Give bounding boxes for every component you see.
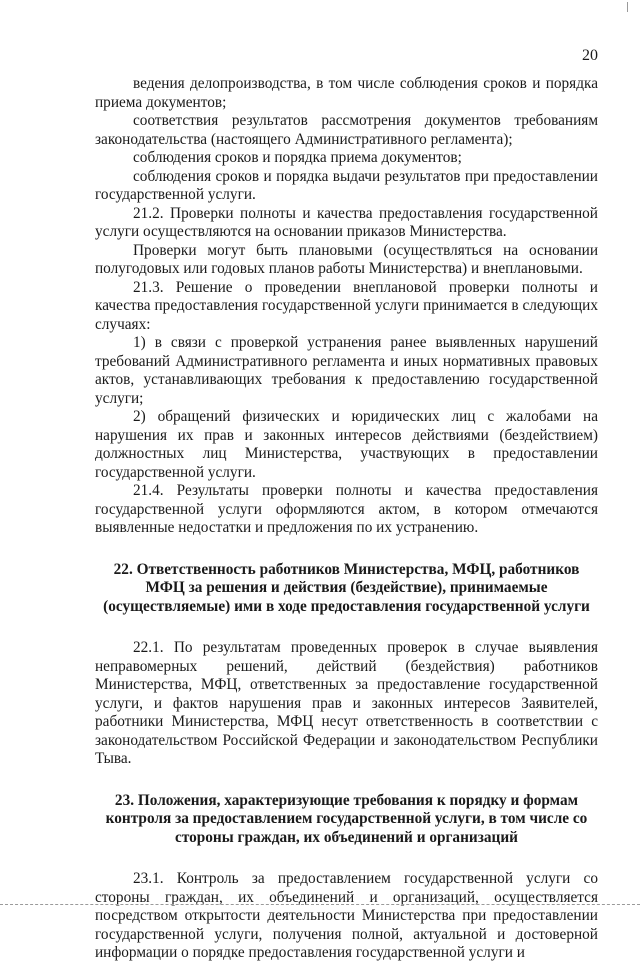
document-body [95,75,598,963]
paragraph-21-2: 21.2. Проверки полноты и качества предоставления государственной услуги осуществляются на основании приказов Министерства. [95,204,598,240]
paragraph-inspection-types: Проверки могут быть плановыми (осуществляться на основании полугодовых или годовых планов работы Министерства) и внеплановыми. [95,241,598,277]
scan-bottom-edge [0,904,640,905]
section-22-heading: 22. Ответственность работников Министерства, МФЦ, работников МФЦ за решения и действия (бездействие), принимаемые (осуществляемые) ими в ходе предоставления государственной услуги [103,560,590,615]
section-spacer [95,769,598,792]
paragraph-issue-deadlines: соблюдения сроков и порядка выдачи результатов при предоставлении государственной услуги. [95,167,598,203]
paragraph-results-compliance: соответствия результатов рассмотрения документов требованиям законодательства (настоящего Административного регламента); [95,112,598,148]
section-spacer [95,847,598,870]
paragraph-case-1: 1) в связи с проверкой устранения ранее выявленных нарушений требований Административного регламента и иных нормативных правовых актов, устанавливающих требования к предоставлению государственной услуги; [95,334,598,407]
paragraph-receipt-deadlines: соблюдения сроков и порядка приема документов; [133,149,462,166]
paragraph-23-1: 23.1. Контроль за предоставлением государственной услуги со стороны граждан, их объединений и организаций, осуществляется посредством открытости деятельности Министерства при предоставлении государственной услуги, получения полной, актуальной и достоверной информации о порядке предоставления государственной услуги и [95,870,598,961]
section-23-heading: 23. Положения, характеризующие требования к порядку и формам контроля за предоставлением государственной услуги, в том числе со стороны граждан, их объединений и организаций [105,791,588,846]
page-number: 20 [582,47,598,64]
paragraph-21-3: 21.3. Решение о проведении внеплановой проверки полноты и качества предоставления государственной услуги принимается в следующих случаях: [95,278,598,333]
section-spacer [95,538,598,561]
paragraph-case-2: 2) обращений физических и юридических лиц с жалобами на нарушения их прав и законных интересов действиями (бездействием) должностных лиц Министерства, участвующих в предоставлении государственной услуги. [95,408,598,481]
paragraph-record-keeping: ведения делопроизводства, в том числе соблюдения сроков и порядка приема документов; [95,75,598,111]
paragraph-21-4: 21.4. Результаты проверки полноты и качества предоставления государственной услуги оформляются актом, в котором отмечаются выявленные недостатки и предложения по их устранению. [95,482,598,536]
section-spacer [95,616,598,639]
paragraph-22-1: 22.1. По результатам проведенных проверок в случае выявления неправомерных решений, действий (бездействия) работников Министерства, МФЦ, ответственных за предоставление государственной услуги, и фактов нарушения прав и законных интересов Заявителей, работники Министерства, МФЦ несут ответственность в соответствии с законодательством Российской Федерации и законодательством Республики Тыва. [95,639,598,767]
scan-edge-mark [627,2,628,12]
